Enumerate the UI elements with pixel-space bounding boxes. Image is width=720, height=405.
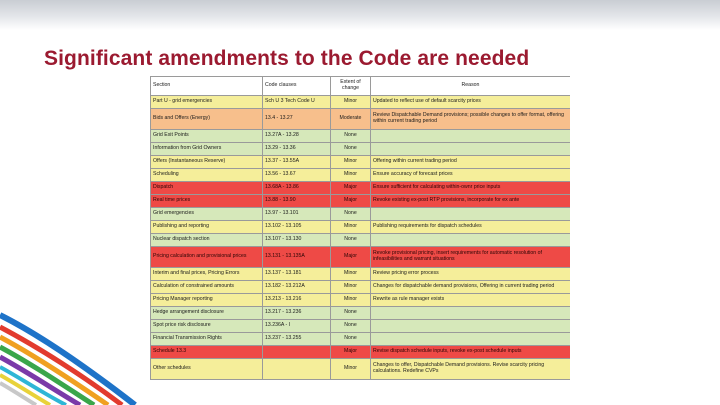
header-code-clauses: Code clauses [263,77,331,96]
cell-code-clauses: 13.213 - 13.216 [263,294,331,307]
cell-section: Calculation of constrained amounts [151,281,263,294]
cell-reason: Ensure sufficient for calculating within-ownr price inputs [371,182,571,195]
cell-section: Offers (Instantaneous Reserve) [151,156,263,169]
cell-code-clauses: 13.68A - 13.86 [263,182,331,195]
cell-code-clauses: 13.107 - 13.130 [263,234,331,247]
header-extent-of-change: Extent of change [331,77,371,96]
cell-extent-of-change: Moderate [331,109,371,130]
table-row [151,307,571,320]
amendments-table [150,76,570,380]
cell-code-clauses [263,346,331,359]
cell-code-clauses: 13.236A - I [263,320,331,333]
cell-section: Hedge arrangement disclosure [151,307,263,320]
cell-extent-of-change: None [331,208,371,221]
cell-code-clauses: 13.4 - 13.27 [263,109,331,130]
table-row [151,268,571,281]
table-row [151,234,571,247]
cell-extent-of-change: None [331,320,371,333]
cell-code-clauses: 13.27A - 13.28 [263,130,331,143]
cell-reason: Revise dispatch schedule inputs, revoke ex-post schedule inputs [371,346,571,359]
cell-code-clauses: 13.102 - 13.105 [263,221,331,234]
cell-section: Information from Grid Owners [151,143,263,156]
cell-extent-of-change: Minor [331,156,371,169]
cell-code-clauses: 13.29 - 13.36 [263,143,331,156]
table-row [151,169,571,182]
table-row [151,109,571,130]
cell-reason [371,130,571,143]
cell-extent-of-change: Major [331,247,371,268]
table-row [151,96,571,109]
table-row [151,130,571,143]
cell-section: Other schedules [151,359,263,380]
cell-reason [371,208,571,221]
cell-section: Interim and final prices, Pricing Errors [151,268,263,281]
cell-section: Dispatch [151,182,263,195]
cell-extent-of-change: None [331,143,371,156]
table-row [151,320,571,333]
cell-reason: Updated to reflect use of default scarcity prices [371,96,571,109]
cell-extent-of-change: Minor [331,169,371,182]
table-row [151,333,571,346]
amendments-table-container [150,76,570,405]
cell-section: Spot price risk disclosure [151,320,263,333]
cell-reason: Offering within current trading period [371,156,571,169]
cell-reason: Revoke existing ex-post RTP provisions, incorporate for ex ante [371,195,571,208]
cell-extent-of-change: Minor [331,221,371,234]
cell-code-clauses: 13.88 - 13.90 [263,195,331,208]
cell-reason: Publishing requirements for dispatch schedules [371,221,571,234]
table-row [151,208,571,221]
cell-reason: Changes for dispatchable demand provisions, Offering in current trading period [371,281,571,294]
table-row [151,294,571,307]
cell-reason [371,143,571,156]
table-row [151,221,571,234]
cell-section: Financial Transmission Rights [151,333,263,346]
header-band [0,0,720,30]
cell-section: Real time prices [151,195,263,208]
cell-extent-of-change: Minor [331,359,371,380]
cell-reason [371,307,571,320]
cell-code-clauses: 13.37 - 13.55A [263,156,331,169]
cell-extent-of-change: Major [331,182,371,195]
decorative-cables-graphic [0,275,160,405]
cell-section: Publishing and reporting [151,221,263,234]
cell-reason [371,333,571,346]
table-row [151,143,571,156]
cell-extent-of-change: Minor [331,294,371,307]
cell-section: Nuclear dispatch section [151,234,263,247]
cell-extent-of-change: Major [331,195,371,208]
cell-code-clauses: Sch U 3 Tech Code U [263,96,331,109]
cell-section: Grid Exit Points [151,130,263,143]
cell-code-clauses: 13.97 - 13.101 [263,208,331,221]
cell-extent-of-change: None [331,234,371,247]
table-row [151,247,571,268]
cell-reason: Review pricing error process [371,268,571,281]
cell-section: Scheduling [151,169,263,182]
cell-code-clauses: 13.56 - 13.67 [263,169,331,182]
cell-section: Grid emergencies [151,208,263,221]
cell-section: Part U - grid emergencies [151,96,263,109]
cell-extent-of-change: None [331,307,371,320]
cell-reason: Changes to offer, Dispatchable Demand provisions. Revise scarcity pricing calculations. Redefine CVPs [371,359,571,380]
table-header-row [151,77,571,96]
cell-code-clauses [263,359,331,380]
cell-section: Schedule 13.3 [151,346,263,359]
cell-code-clauses: 13.182 - 13.212A [263,281,331,294]
cell-extent-of-change: Minor [331,268,371,281]
cell-section: Pricing Manager reporting [151,294,263,307]
table-row [151,346,571,359]
cell-reason: Revoke provisional pricing, insert requirements for automatic resolution of infeasibilities and warrant situations [371,247,571,268]
header-section: Section [151,77,263,96]
cell-code-clauses: 13.217 - 13.236 [263,307,331,320]
cell-reason: Ensure accuracy of forecast prices [371,169,571,182]
cell-code-clauses: 13.237 - 13.255 [263,333,331,346]
table-row [151,182,571,195]
table-body [151,96,571,380]
cell-section: Bids and Offers (Energy) [151,109,263,130]
cell-reason: Rewrite as rule manager exists [371,294,571,307]
table-row [151,195,571,208]
cell-section: Pricing calculation and provisional prices [151,247,263,268]
header-reason: Reason [371,77,571,96]
cell-reason [371,234,571,247]
cell-extent-of-change: Minor [331,96,371,109]
cell-code-clauses: 13.131 - 13.135A [263,247,331,268]
table-row [151,156,571,169]
cell-reason: Review Dispatchable Demand provisions; possible changes to offer format, offering within current trading period [371,109,571,130]
cell-reason [371,320,571,333]
cell-extent-of-change: None [331,130,371,143]
cell-code-clauses: 13.137 - 13.181 [263,268,331,281]
table-row [151,359,571,380]
table-row [151,281,571,294]
slide-title: Significant amendments to the Code are needed [44,47,530,70]
cell-extent-of-change: Minor [331,281,371,294]
cell-extent-of-change: Major [331,346,371,359]
cell-extent-of-change: None [331,333,371,346]
